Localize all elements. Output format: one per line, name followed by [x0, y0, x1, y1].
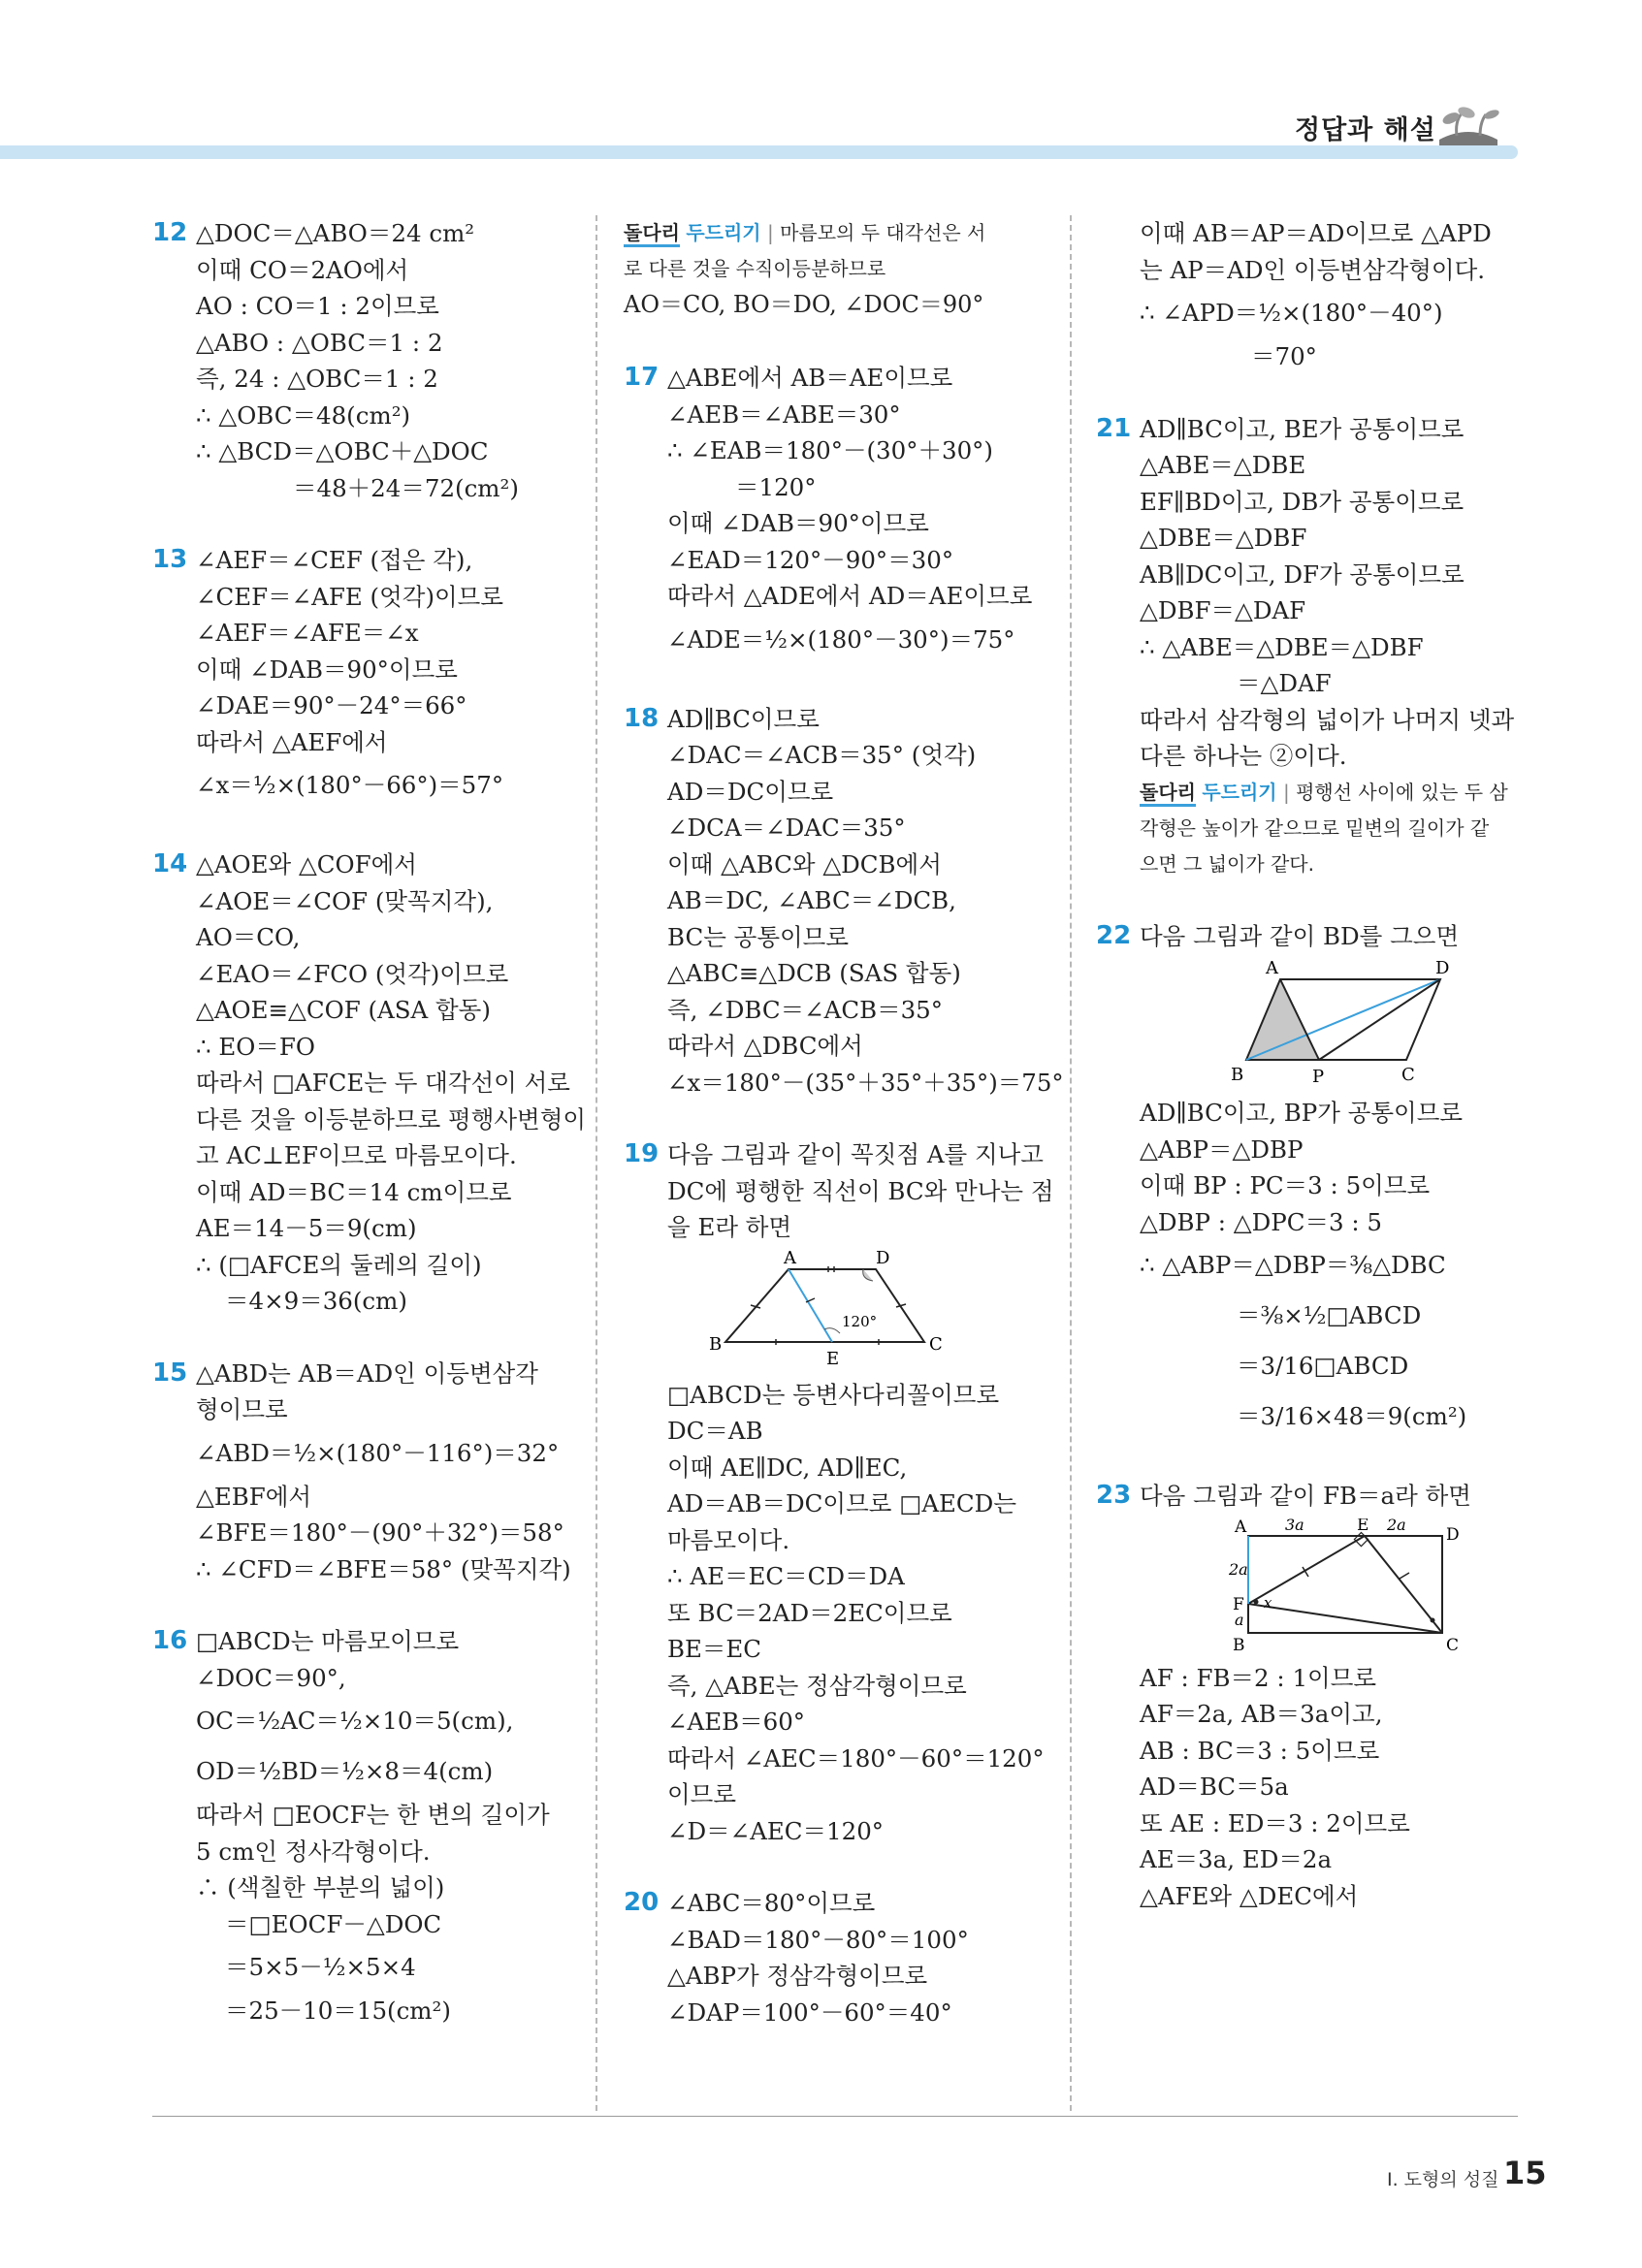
solution-line: ∴ AE＝EC＝CD＝DA — [667, 1562, 905, 1590]
solution-line: △ABE＝△DBE — [1140, 451, 1306, 479]
tip-line: 로 다른 것을 수직이등분하므로 — [624, 257, 886, 280]
tip-line: 으면 그 넓이가 같다. — [1140, 851, 1314, 876]
label-A: A — [784, 1249, 796, 1268]
problem-17 — [624, 360, 1050, 665]
solution-line: AD∥BC이고, BE가 공통이므로 — [1140, 414, 1465, 443]
solution-line: ∠EAD＝120°－90°＝30° — [667, 545, 954, 574]
solution-line: △DBP : △DPC＝3 : 5 — [1140, 1207, 1383, 1236]
solution-line: ∴ △BCD＝△OBC＋△DOC — [196, 437, 489, 465]
problem-number: 13 — [152, 545, 188, 574]
problem-number: 23 — [1096, 1481, 1132, 1510]
label-B: B — [1233, 1635, 1245, 1654]
solution-line: AD∥BC이므로 — [667, 704, 820, 733]
solution-line: 즉, 24 : △OBC＝1 : 2 — [196, 365, 438, 393]
solution-line: ∠D＝∠AEC＝120° — [667, 1816, 885, 1845]
solution-line: △ABD는 AB＝AD인 이등변삼각 — [196, 1358, 538, 1388]
solution-line: EF∥BD이고, DB가 공통이므로 — [1140, 487, 1465, 516]
solution-line: △DOC＝△ABO＝24 cm² — [196, 219, 475, 247]
column-divider-1 — [596, 215, 597, 2111]
solution-line: ＝25－10＝15(cm²) — [225, 1996, 451, 2025]
solution-line: AB＝DC, ∠ABC＝∠DCB, — [667, 886, 956, 914]
solution-line: □ABCD는 등변사다리꼴이므로 — [667, 1380, 1000, 1409]
rectangle-figure — [1227, 1518, 1479, 1654]
problem-number: 15 — [152, 1358, 188, 1388]
solution-line: ＝3/16×48＝9(cm²) — [1237, 1402, 1467, 1430]
header-title: 정답과 해설 — [1295, 115, 1436, 145]
problem-number: 16 — [152, 1626, 188, 1655]
tip-badge: 돌다리 — [1140, 781, 1196, 807]
solution-line: ∠AEF＝∠AFE＝∠x — [196, 619, 419, 647]
solution-line: △ABC≡△DCB (SAS 합동) — [667, 959, 961, 987]
solution-line: AE＝3a, ED＝2a — [1140, 1845, 1333, 1873]
solution-line: 다른 것을 이등분하므로 평행사변형이 — [196, 1104, 587, 1134]
label-x: x — [1264, 1593, 1272, 1612]
label-F: F — [1233, 1594, 1244, 1614]
solution-line: ∠CEF＝∠AFE (엇각)이므로 — [196, 582, 504, 611]
solution-line: ∠BFE＝180°－(90°＋32°)＝58° — [196, 1518, 564, 1547]
solution-line: 다른 하나는 ②이다. — [1140, 742, 1347, 770]
solution-line: ∠AEB＝∠ABE＝30° — [667, 399, 901, 429]
problem-number: 21 — [1096, 413, 1132, 443]
tip-line: 평행선 사이에 있는 두 삼 — [1296, 780, 1508, 804]
label-A: A — [1235, 1517, 1247, 1537]
solution-line: 이때 ∠DAB＝90°이므로 — [667, 509, 929, 537]
problem-number: 20 — [624, 1888, 660, 1917]
solution-line: 또 BC＝2AD＝2EC이므로 — [667, 1598, 952, 1627]
solution-line: △ABP＝△DBP — [1140, 1134, 1304, 1164]
solution-line: ＝70° — [1251, 342, 1317, 370]
solution-line: △DBF＝△DAF — [1140, 596, 1306, 624]
solution-line: AO＝CO, — [196, 923, 301, 951]
solution-line: 다음 그림과 같이 FB＝a라 하면 — [1140, 1482, 1471, 1510]
label-D: D — [1435, 958, 1450, 978]
tip-line: AO＝CO, BO＝DO, ∠DOC＝90° — [624, 291, 984, 318]
solution-line: ∠ADE＝½×(180°－30°)＝75° — [667, 624, 1015, 654]
solution-line: 형이므로 — [196, 1395, 288, 1423]
solution-line: 을 E라 하면 — [667, 1213, 792, 1241]
solution-line: △EBF에서 — [196, 1482, 312, 1511]
solution-line: ∠DOC＝90°, — [196, 1663, 346, 1692]
problem-13 — [152, 542, 579, 811]
solution-line: 이때 AE∥DC, AD∥EC, — [667, 1453, 908, 1482]
solution-line: ∴ ∠EAB＝180°－(30°＋30°) — [667, 436, 993, 464]
column-3 — [1096, 215, 1523, 1950]
label-B: B — [709, 1333, 723, 1355]
page-number: 15 — [1503, 2155, 1547, 2191]
problem-number: 19 — [624, 1139, 660, 1168]
solution-line: ∠ABD＝½×(180°－116°)＝32° — [196, 1438, 560, 1467]
solution-line: △DBE＝△DBF — [1140, 524, 1307, 552]
tip-badge-label: 두드리기 — [1202, 780, 1277, 804]
solution-line: ∴ △OBC＝48(cm²) — [196, 400, 411, 430]
tip-box: 돌다리 두드리기 | 평행선 사이에 있는 두 삼 각형은 높이가 같으므로 밑변의 길이가 같 으면 그 넓이가 같다. — [1140, 775, 1523, 882]
solution-line: 다음 그림과 같이 꼭짓점 A를 지나고 — [667, 1140, 1044, 1168]
problem-19 — [624, 1136, 1054, 1849]
solution-line: ∴ EO＝FO — [196, 1032, 315, 1061]
sprout-icon — [1437, 101, 1499, 145]
label-B: B — [1231, 1065, 1244, 1085]
solution-line: ∠EAO＝∠FCO (엇각)이므로 — [196, 959, 509, 988]
solution-line: 는 AP＝AD인 이등변삼각형이다. — [1140, 255, 1486, 284]
solution-line: ∴ (색칠한 부분의 넓이) — [196, 1873, 445, 1901]
problem-18 — [624, 701, 1064, 1102]
solution-line: □ABCD는 마름모이므로 — [196, 1627, 460, 1655]
solution-line: AB∥DC이고, DF가 공통이므로 — [1140, 559, 1465, 589]
solution-line: ∠DAC＝∠ACB＝35° (엇각) — [667, 741, 977, 769]
solution-line: ＝□EOCF－△DOC — [225, 1909, 442, 1938]
problem-number: 12 — [152, 218, 188, 247]
solution-line: 다음 그림과 같이 BD를 그으면 — [1140, 921, 1460, 950]
parallelogram-figure — [1217, 958, 1469, 1089]
solution-line: △AOE≡△COF (ASA 합동) — [196, 996, 491, 1024]
problem-number: 18 — [624, 703, 660, 733]
solution-line: 이므로 — [667, 1780, 737, 1808]
solution-line: AE＝14－5＝9(cm) — [196, 1214, 417, 1242]
solution-line: 따라서 △AEF에서 — [196, 727, 388, 756]
tip-badge: 돌다리 — [624, 221, 680, 247]
footer-rule — [152, 2116, 1518, 2117]
solution-line: 고 AC⊥EF이므로 마름모이다. — [196, 1141, 517, 1169]
solution-line: OC＝½AC＝½×10＝5(cm), — [196, 1707, 514, 1735]
solution-line: ∴ △ABE＝△DBE＝△DBF — [1140, 632, 1424, 661]
column-1 — [152, 215, 587, 2065]
problem-number: 14 — [152, 849, 188, 878]
solution-line: AD＝BC＝5a — [1140, 1773, 1289, 1801]
solution-line: 이때 BP : PC＝3 : 5이므로 — [1140, 1171, 1431, 1199]
solution-line: ＝5×5－½×5×4 — [225, 1953, 416, 1981]
solution-line: △ABO : △OBC＝1 : 2 — [196, 328, 443, 357]
solution-line: ∠x＝180°－(35°＋35°＋35°)＝75° — [667, 1068, 1064, 1097]
label-C: C — [1401, 1065, 1415, 1085]
solution-line: DC에 평행한 직선이 BC와 만나는 점 — [667, 1176, 1054, 1205]
label-P: P — [1312, 1067, 1325, 1087]
solution-line: AF＝2a, AB＝3a이고, — [1140, 1700, 1383, 1728]
label-E: E — [826, 1348, 840, 1369]
problem-16 — [152, 1623, 579, 2029]
solution-line: ＝⅜×½□ABCD — [1237, 1301, 1422, 1329]
tip-line: 각형은 높이가 같으므로 밑변의 길이가 같 — [1140, 815, 1490, 840]
label-2a: 2a — [1387, 1517, 1406, 1534]
solution-line: ∠BAD＝180°－80°＝100° — [667, 1925, 969, 1954]
solution-line: ∠AEF＝∠CEF (접은 각), — [196, 546, 473, 574]
solution-line: ∴ ∠CFD＝∠BFE＝58° (맞꼭지각) — [196, 1554, 571, 1583]
column-2 — [624, 215, 1064, 2066]
solution-line: ∠DAE＝90°－24°＝66° — [196, 691, 467, 719]
label-C: C — [1446, 1635, 1460, 1654]
solution-line: 따라서 □AFCE는 두 대각선이 서로 — [196, 1069, 570, 1097]
solution-line: ＝48＋24＝72(cm²) — [293, 473, 519, 502]
solution-line: ∴ (□AFCE의 둘레의 길이) — [196, 1250, 482, 1279]
footer-section-title: Ⅰ. 도형의 성질 — [1387, 2169, 1499, 2190]
column-divider-2 — [1070, 215, 1072, 2111]
solution-line: △AFE와 △DEC에서 — [1140, 1881, 1359, 1910]
problem-15 — [152, 1356, 579, 1588]
problem-number: 17 — [624, 363, 660, 392]
tip-badge-label: 두드리기 — [686, 221, 761, 244]
solution-line: ∠ABC＝80°이므로 — [667, 1889, 876, 1917]
solution-line: 마름모이다. — [667, 1525, 790, 1554]
solution-line: 따라서 ∠AEC＝180°－60°＝120° — [667, 1743, 1045, 1773]
tip-line: 마름모의 두 대각선은 서 — [780, 221, 986, 244]
solution-line: 따라서 △DBC에서 — [667, 1032, 863, 1060]
solution-line: 이때 AD＝BC＝14 cm이므로 — [196, 1177, 512, 1206]
solution-line: ∴ △ABP＝△DBP＝⅜△DBC — [1140, 1251, 1446, 1279]
solution-line: 즉, ∠DBC＝∠ACB＝35° — [667, 995, 944, 1024]
label-C: C — [929, 1333, 943, 1355]
solution-line: ∠DAP＝100°－60°＝40° — [667, 1997, 952, 2027]
label-D: D — [876, 1249, 890, 1268]
solution-line: ∠AOE＝∠COF (맞꼭지각), — [196, 886, 494, 915]
solution-line: 이때 CO＝2AO에서 — [196, 255, 409, 284]
solution-line: ＝120° — [735, 472, 817, 501]
solution-line: 또 AE : ED＝3 : 2이므로 — [1140, 1808, 1410, 1837]
label-2a-side: 2a — [1229, 1559, 1248, 1579]
problem-20 — [624, 1885, 1050, 2030]
solution-line: ∠AEB＝60° — [667, 1708, 806, 1736]
label-3a: 3a — [1285, 1517, 1304, 1534]
solution-line: △ABP가 정삼각형이므로 — [667, 1962, 928, 1990]
label-E: E — [1357, 1517, 1369, 1535]
solution-line: AD＝AB＝DC이므로 □AECD는 — [667, 1489, 1016, 1517]
solution-line: 따라서 △ADE에서 AD＝AE이므로 — [667, 582, 1033, 610]
solution-line: 5 cm인 정사각형이다. — [196, 1837, 431, 1866]
solution-line: BE＝EC — [667, 1635, 762, 1663]
solution-line: AO : CO＝1 : 2이므로 — [196, 292, 439, 320]
problem-20-continued — [1096, 215, 1523, 375]
solution-line: △ABE에서 AB＝AE이므로 — [667, 364, 953, 392]
solution-line: △AOE와 △COF에서 — [196, 850, 417, 878]
label-a-side: a — [1235, 1610, 1244, 1629]
solution-line: BC는 공통이므로 — [667, 922, 849, 951]
solution-line: AB : BC＝3 : 5이므로 — [1140, 1736, 1380, 1765]
problem-number: 22 — [1096, 920, 1132, 950]
solution-line: ∴ ∠APD＝½×(180°－40°) — [1140, 299, 1443, 327]
problem-21 — [1096, 411, 1523, 882]
label-angle: 120° — [842, 1312, 878, 1330]
label-A: A — [1266, 958, 1278, 978]
problem-23 — [1096, 1478, 1523, 1914]
problem-12 — [152, 215, 579, 506]
solution-line: 이때 ∠DAB＝90°이므로 — [196, 655, 458, 684]
problem-22 — [1096, 918, 1523, 1443]
solution-line: 이때 AB＝AP＝AD이므로 △APD — [1140, 219, 1492, 247]
label-D: D — [1446, 1524, 1460, 1545]
solution-line: AD＝DC이므로 — [667, 777, 834, 806]
solution-line: AF : FB＝2 : 1이므로 — [1140, 1663, 1377, 1692]
header-bar — [0, 145, 1518, 159]
solution-line: ∠DCA＝∠DAC＝35° — [667, 814, 906, 842]
solution-line: ＝△DAF — [1237, 669, 1332, 697]
solution-line: 즉, △ABE는 정삼각형이므로 — [667, 1671, 967, 1700]
solution-line: 따라서 삼각형의 넓이가 나머지 넷과 — [1140, 705, 1515, 734]
solution-line: ∠x＝½×(180°－66°)＝57° — [196, 771, 504, 799]
problem-14 — [152, 847, 587, 1320]
solution-line: AD∥BC이고, BP가 공통이므로 — [1140, 1099, 1464, 1127]
tip-box: 돌다리 두드리기 | 마름모의 두 대각선은 서 로 다른 것을 수직이등분하므로 AO＝CO, BO＝DO, ∠DOC＝90° — [624, 215, 1050, 323]
solution-line: ＝4×9＝36(cm) — [225, 1287, 407, 1315]
solution-line: DC＝AB — [667, 1417, 763, 1445]
trapezoid-figure — [706, 1250, 958, 1371]
solution-line: 따라서 □EOCF는 한 변의 길이가 — [196, 1801, 550, 1829]
solution-line: 이때 △ABC와 △DCB에서 — [667, 849, 942, 878]
solution-line: OD＝½BD＝½×8＝4(cm) — [196, 1757, 494, 1785]
solution-line: ＝3/16□ABCD — [1237, 1352, 1409, 1380]
